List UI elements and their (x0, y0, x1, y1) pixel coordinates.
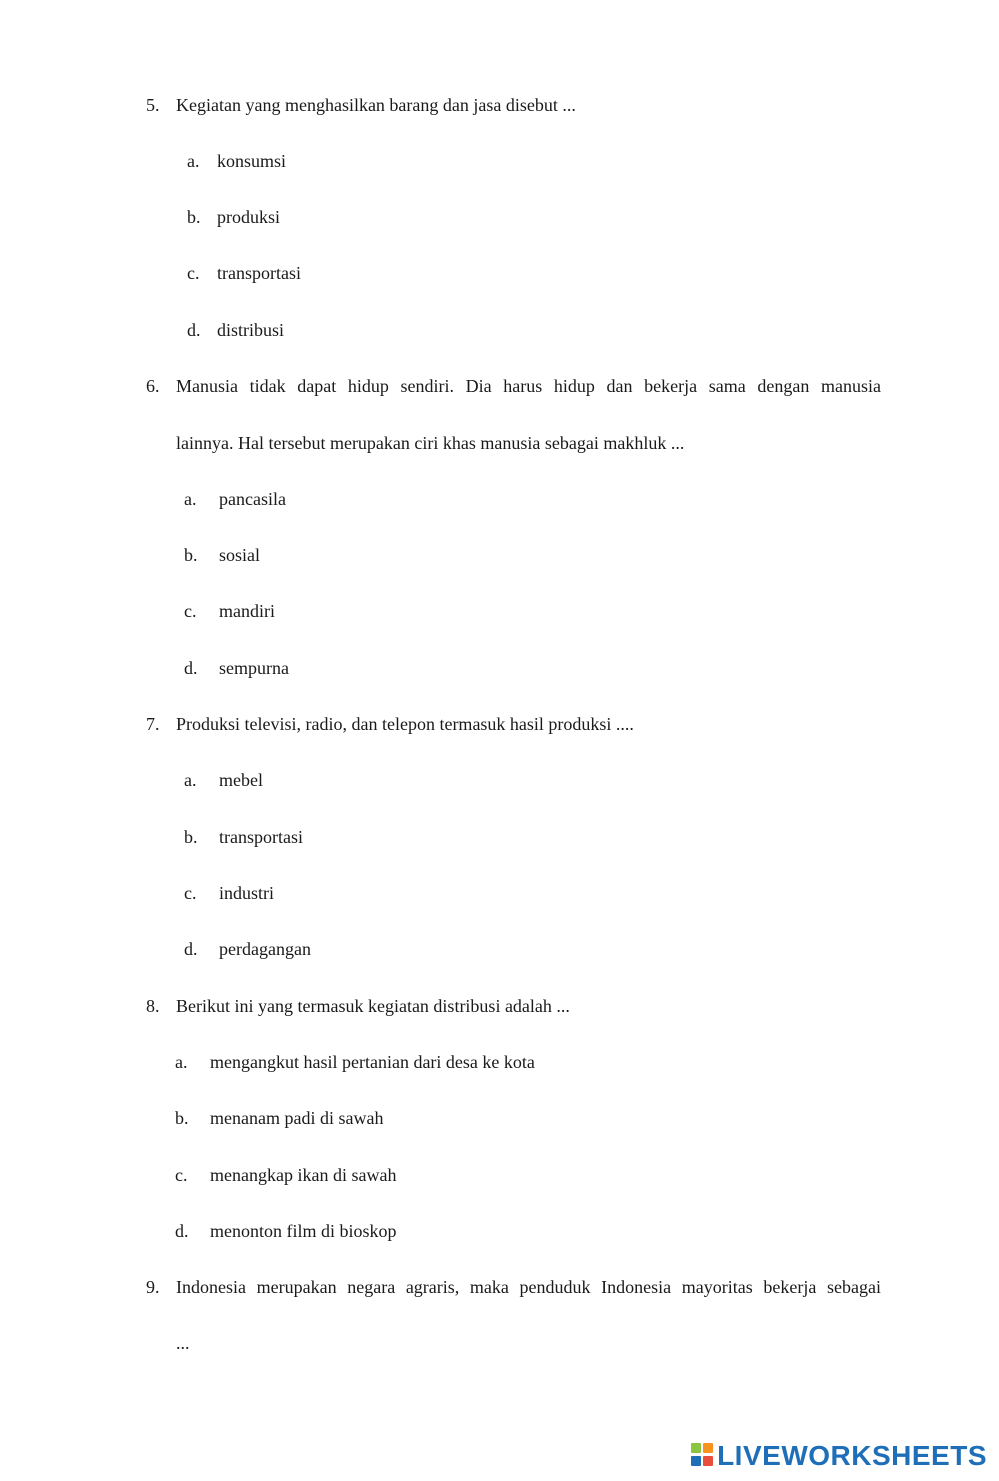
option-letter: b. (175, 1108, 189, 1128)
option-text: menanam padi di sawah (210, 1108, 384, 1128)
option-letter: a. (175, 1052, 188, 1072)
option-letter: b. (184, 545, 198, 565)
question-text: Berikut ini yang termasuk kegiatan distribusi adalah ... (176, 996, 570, 1016)
option-text: perdagangan (219, 939, 311, 959)
option-letter: c. (184, 883, 197, 903)
option-text: transportasi (217, 263, 301, 283)
option-letter: d. (184, 939, 198, 959)
option-text: konsumsi (217, 151, 287, 171)
option-letter: d. (187, 320, 201, 340)
logo-mark-icon (691, 1443, 715, 1469)
question-text-line-1: Indonesia merupakan negara agraris, maka penduduk Indonesia mayoritas bekerja sebagai (176, 1277, 881, 1297)
question-number: 5. (146, 95, 160, 115)
question-number: 7. (146, 714, 160, 734)
option-text: distribusi (217, 320, 285, 340)
option-text: sempurna (219, 658, 289, 678)
option-text: sosial (219, 545, 261, 565)
option-text: menangkap ikan di sawah (210, 1165, 397, 1185)
liveworksheets-logo (691, 1441, 987, 1471)
option-letter: a. (184, 489, 197, 509)
option-letter: b. (184, 827, 198, 847)
option-letter: b. (187, 207, 201, 227)
option-text: industri (219, 883, 275, 903)
question-text-line-1: Manusia tidak dapat hidup sendiri. Dia harus hidup dan bekerja sama dengan manusia (176, 376, 881, 396)
question-text: Kegiatan yang menghasilkan barang dan jasa disebut ... (176, 95, 576, 115)
option-text: menonton film di bioskop (210, 1221, 397, 1241)
question-number: 8. (146, 996, 160, 1016)
question-number: 6. (146, 376, 160, 396)
option-text: mengangkut hasil pertanian dari desa ke kota (210, 1052, 535, 1072)
question-text-line-2: ... (176, 1333, 190, 1353)
option-text: produksi (217, 207, 280, 227)
option-letter: c. (187, 263, 200, 283)
question-text: Produksi televisi, radio, dan telepon termasuk hasil produksi .... (176, 714, 634, 734)
option-text: pancasila (219, 489, 286, 509)
option-letter: c. (175, 1165, 188, 1185)
logo-text: LIVEWORKSHEETS (717, 1440, 987, 1471)
option-letter: a. (184, 770, 197, 790)
option-text: mandiri (219, 601, 275, 621)
option-text: mebel (219, 770, 263, 790)
question-number: 9. (146, 1277, 160, 1297)
option-letter: a. (187, 151, 200, 171)
option-text: transportasi (219, 827, 303, 847)
option-letter: c. (184, 601, 197, 621)
option-letter: d. (175, 1221, 189, 1241)
question-text-line-2: lainnya. Hal tersebut merupakan ciri khas manusia sebagai makhluk ... (176, 433, 685, 453)
option-letter: d. (184, 658, 198, 678)
